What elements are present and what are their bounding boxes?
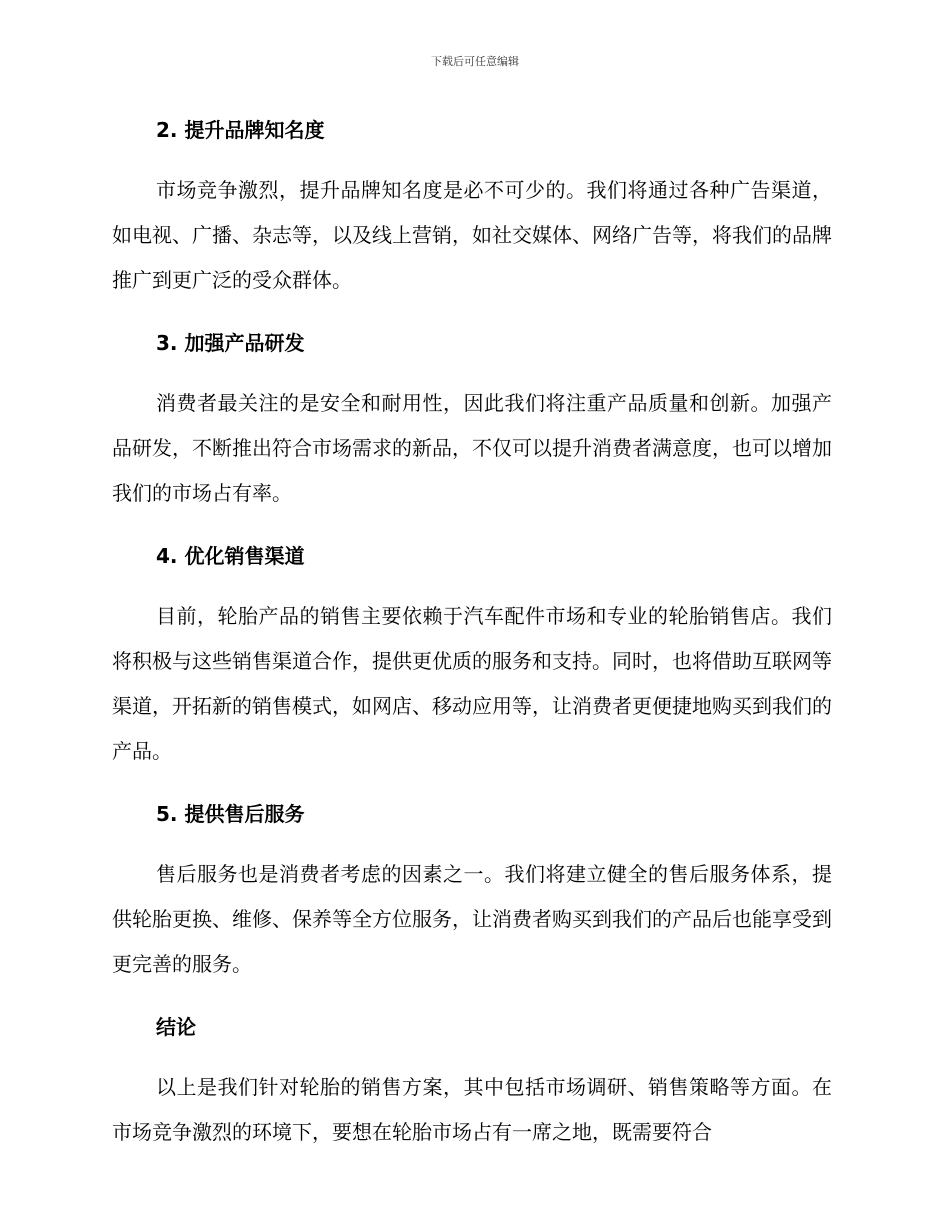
- section-paragraph-brand: 市场竞争激烈，提升品牌知名度是必不可少的。我们将通过各种广告渠道，如电视、广播、杂志等，以及线上营销，如社交媒体、网络广告等，将我们的品牌推广到更广泛的受众群体。: [112, 178, 832, 292]
- section-paragraph-channels: 目前，轮胎产品的销售主要依赖于汽车配件市场和专业的轮胎销售店。我们将积极与这些销售渠道合作，提供更优质的服务和支持。同时，也将借助互联网等渠道，开拓新的销售模式，如网店、移动应用等，让消费者更便捷地购买到我们的产品。: [112, 604, 832, 763]
- section-heading-conclusion: 结论: [156, 1015, 196, 1039]
- page-header: 下载后可任意编辑: [431, 55, 519, 68]
- section-paragraph-conclusion: 以上是我们针对轮胎的销售方案，其中包括市场调研、销售策略等方面。在市场竞争激烈的环境下，要想在轮胎市场占有一席之地，既需要符合: [112, 1075, 832, 1144]
- section-heading-channels: 4. 优化销售渠道: [156, 544, 305, 568]
- section-heading-after-sales: 5. 提供售后服务: [156, 802, 305, 826]
- document-body: [112, 112, 832, 1155]
- section-heading-brand: 2. 提升品牌知名度: [156, 118, 325, 142]
- section-paragraph-rnd: 消费者最关注的是安全和耐用性，因此我们将注重产品质量和创新。加强产品研发，不断推出符合市场需求的新品，不仅可以提升消费者满意度，也可以增加我们的市场占有率。: [112, 391, 832, 505]
- section-heading-rnd: 3. 加强产品研发: [156, 331, 305, 355]
- section-paragraph-after-sales: 售后服务也是消费者考虑的因素之一。我们将建立健全的售后服务体系，提供轮胎更换、维修、保养等全方位服务，让消费者购买到我们的产品后也能享受到更完善的服务。: [112, 862, 832, 976]
